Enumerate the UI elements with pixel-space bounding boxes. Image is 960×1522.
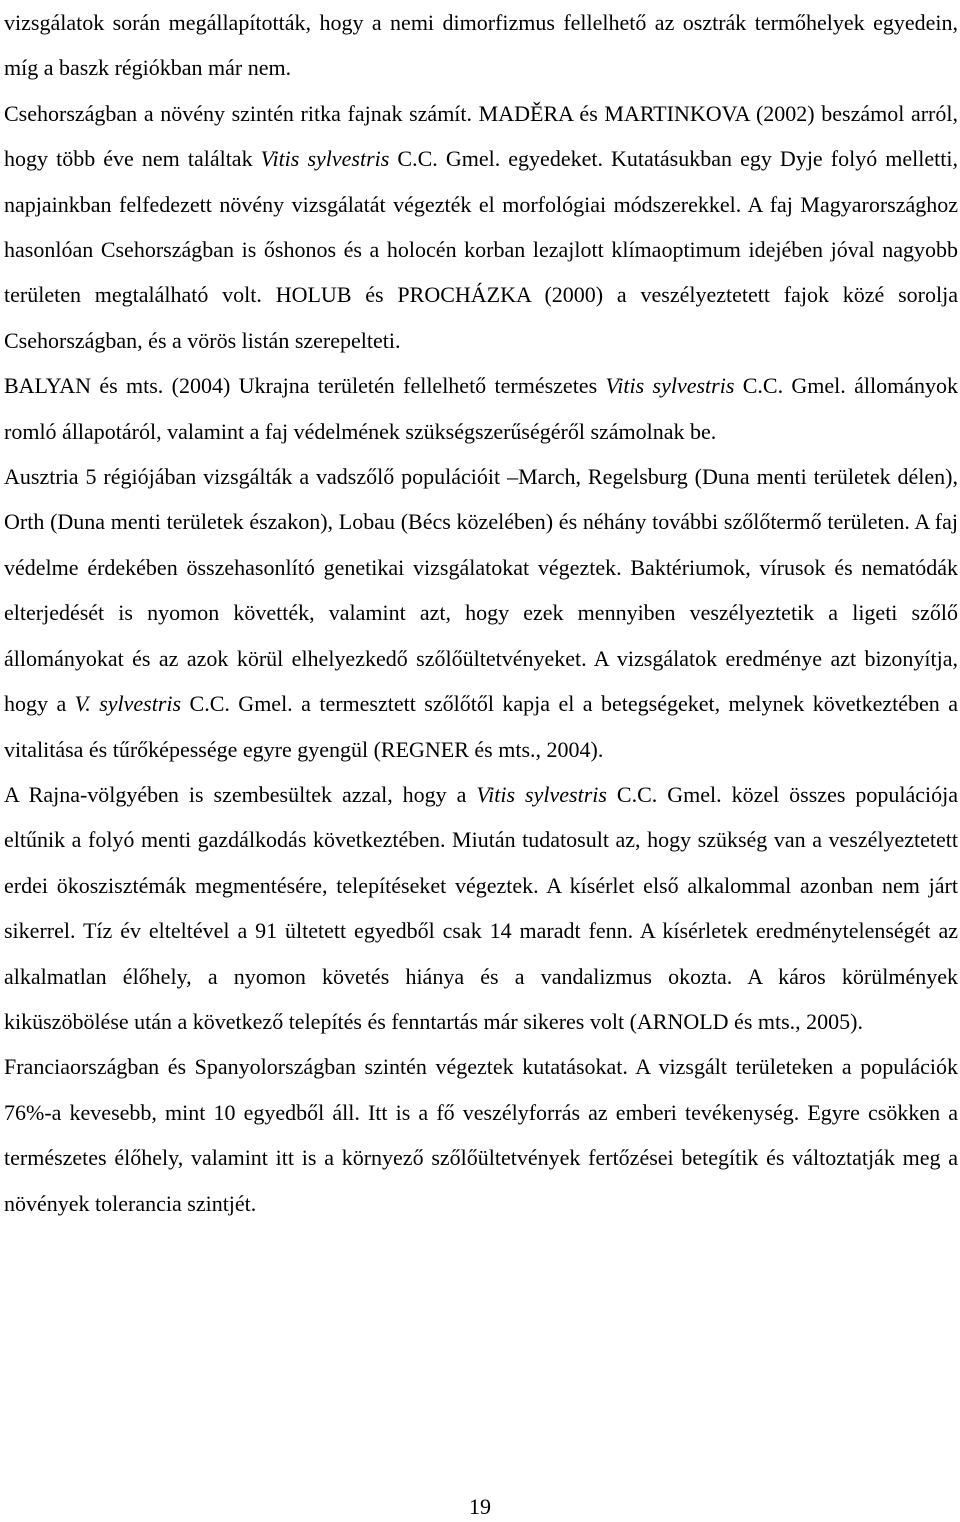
paragraph-text: Csehországban a növény szintén ritka fajnak számít. MADĚRA és MARTINKOVA (2002) beszámol arról, hogy több éve nem találtak xyxy=(4,100,958,172)
paragraph-text: vizsgálatok során megállapították, hogy a nemi dimorfizmus fellelhető az osztrák termőhelyek egyedein, míg a baszk régiókban már nem. xyxy=(4,10,958,81)
paragraph-text: C.C. Gmel. állományok romló állapotáról, valamint a faj védelmének szükségszerűségéről számolnak be. xyxy=(4,373,958,444)
paragraph xyxy=(4,772,958,1044)
paragraph xyxy=(4,454,958,772)
species-name: Vitis sylvestris xyxy=(260,146,390,172)
document-body xyxy=(4,0,958,1226)
paragraph-text: C.C. Gmel. közel összes populációja eltűnik a folyó menti gazdálkodás következtében. Miután tudatosult az, hogy szükség van a veszélyeztetett erdei ökoszisztémák megmentésére, telepítéseket végeztek. A kísérlet első alkalommal azonban nem járt sikerrel. Tíz év elteltével a 91 ültetett egyedből csak 14 maradt fenn. A kísérletek eredménytelenségét az alkalmatlan élőhely, a nyomon követés hiánya és a vandalizmus okozta. A káros körülmények kiküszöbölése után a következő telepítés és fenntartás már sikeres volt (ARNOLD és mts., 2005). xyxy=(4,781,958,1034)
page-number: 19 xyxy=(469,1494,491,1519)
paragraph-text: A Rajna-völgyében is szembesültek azzal, hogy a xyxy=(4,781,477,807)
paragraph xyxy=(4,0,958,91)
species-name: Vitis sylvestris xyxy=(476,781,607,807)
species-name: Vitis sylvestris xyxy=(605,373,735,399)
species-name: V. sylvestris xyxy=(74,691,182,717)
paragraph-text: Franciaországban és Spanyolországban szintén végeztek kutatásokat. A vizsgált területeken a populációk 76%-a kevesebb, mint 10 egyedből áll. Itt is a fő veszélyforrás az emberi tevékenység. Egyre csökken a természetes élőhely, valamint itt is a környező szőlőültetvények fertőzései betegítik és változtatják meg a növények tolerancia szintjét. xyxy=(4,1054,958,1216)
paragraph-text: C.C. Gmel. egyedeket. Kutatásukban egy Dyje folyó melletti, napjainkban felfedezett növény vizsgálatát végezték el morfológiai módszerekkel. A faj Magyarországhoz hasonlóan Csehországban is őshonos és a holocén korban lezajlott klímaoptimum idejében jóval nagyobb területen megtalálható volt. HOLUB és PROCHÁZKA (2000) a veszélyeztetett fajok közé sorolja Csehországban, és a vörös listán szerepelteti. xyxy=(4,146,958,353)
paragraph-text: BALYAN és mts. (2004) Ukrajna területén fellelhető természetes xyxy=(4,373,606,399)
paragraph xyxy=(4,363,958,454)
paragraph-text: C.C. Gmel. a termesztett szőlőtől kapja el a betegségeket, melynek következtében a vitalitása és tűrőképessége egyre gyengül (REGNER és mts., 2004). xyxy=(4,691,958,762)
paragraph xyxy=(4,91,958,363)
paragraph xyxy=(4,1044,958,1226)
paragraph-text: Ausztria 5 régiójában vizsgálták a vadszőlő populációit –March, Regelsburg (Duna menti területek délen), Orth (Duna menti területek északon), Lobau (Bécs közelében) és néhány további szőlőtermő területen. A faj védelme érdekében összehasonlító genetikai vizsgálatokat végeztek. Baktériumok, vírusok és nematódák elterjedését is nyomon követték, valamint azt, hogy ezek mennyiben veszélyeztetik a ligeti szőlő állományokat és az azok körül elhelyezkedő szőlőültetvényeket. A vizsgálatok eredménye azt bizonyítja, hogy a xyxy=(4,464,958,717)
